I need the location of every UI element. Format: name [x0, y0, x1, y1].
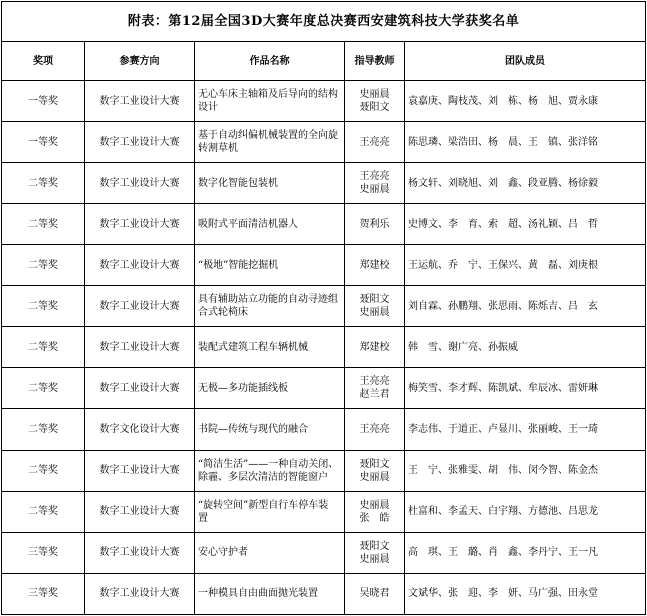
direction-cell: 数字工业设计大赛 — [85, 245, 195, 286]
table-row — [2, 327, 646, 368]
table-row — [2, 80, 646, 121]
teacher-name: 张 皓 — [359, 512, 390, 524]
team-cell: 刘自霖、孙鹏翔、张思雨、陈烁吉、吕 玄 — [405, 286, 646, 327]
teacher-cell — [345, 409, 405, 450]
direction-cell: 数字工业设计大赛 — [85, 286, 195, 327]
award-cell: 二等奖 — [2, 286, 85, 327]
teacher-cell — [345, 80, 405, 121]
direction-cell: 数字工业设计大赛 — [85, 122, 195, 163]
teacher-name: 史丽晨 — [359, 307, 390, 319]
teacher-cell — [345, 122, 405, 163]
work-name-line: 设计 — [198, 102, 218, 114]
work-cell — [195, 532, 345, 573]
teacher-name: 史丽晨 — [359, 553, 390, 565]
team-cell: 杨文轩、刘晓旭、刘 鑫、段亚腾、杨徐毅 — [405, 163, 646, 204]
teacher-name: 史丽晨 — [359, 471, 390, 483]
header-team: 团队成员 — [405, 42, 646, 81]
teacher-cell — [345, 491, 405, 532]
work-name-line: 具有辅助站立功能的自动寻迹组 — [198, 294, 338, 306]
table-title: 附表：第12届全国3D大赛年度总决赛西安建筑科技大学获奖名单 — [2, 2, 646, 42]
award-cell: 一等奖 — [2, 122, 85, 163]
work-name-line: 转割草机 — [198, 143, 238, 155]
teacher-cell — [345, 163, 405, 204]
work-name-line: 装配式建筑工程车辆机械 — [198, 341, 308, 353]
work-name-line: 置 — [198, 512, 208, 524]
work-cell — [195, 573, 345, 614]
teacher-name: 史丽晨 — [359, 499, 390, 511]
table-row — [2, 450, 646, 491]
award-cell: 二等奖 — [2, 204, 85, 245]
direction-cell: 数字工业设计大赛 — [85, 163, 195, 204]
work-cell — [195, 409, 345, 450]
header-award: 奖项 — [2, 42, 85, 81]
table-row — [2, 368, 646, 409]
direction-cell: 数字工业设计大赛 — [85, 491, 195, 532]
direction-cell: 数字工业设计大赛 — [85, 450, 195, 491]
award-cell: 二等奖 — [2, 245, 85, 286]
work-name-line: 数字化智能包装机 — [198, 177, 278, 189]
work-cell — [195, 204, 345, 245]
work-name-line: 无极—多功能插线板 — [198, 382, 288, 394]
direction-cell: 数字工业设计大赛 — [85, 204, 195, 245]
table-row — [2, 491, 646, 532]
award-cell: 三等奖 — [2, 573, 85, 614]
direction-cell: 数字文化设计大赛 — [85, 409, 195, 450]
teacher-name: 王亮亮 — [359, 171, 390, 183]
work-name-line: 安心守护者 — [198, 547, 248, 559]
work-cell — [195, 122, 345, 163]
teacher-name: 王亮亮 — [359, 424, 390, 436]
team-cell: 文斌华、张 迎、李 妍、马广强、田永堂 — [405, 573, 646, 614]
direction-cell: 数字工业设计大赛 — [85, 573, 195, 614]
header-work: 作品名称 — [195, 42, 345, 81]
teacher-cell — [345, 450, 405, 491]
team-cell: 史博文、李 育、索 超、汤礼颖、吕 哲 — [405, 204, 646, 245]
team-cell: 王 宁、张雅雯、胡 伟、闵今智、陈金杰 — [405, 450, 646, 491]
direction-cell: 数字工业设计大赛 — [85, 532, 195, 573]
work-name-line: 基于自动纠偏机械装置的全向旋 — [198, 130, 338, 142]
table-row — [2, 409, 646, 450]
work-cell — [195, 163, 345, 204]
work-name-line: 书院—传统与现代的融合 — [198, 424, 308, 436]
award-cell: 二等奖 — [2, 491, 85, 532]
header-direction: 参赛方向 — [85, 42, 195, 81]
teacher-cell — [345, 204, 405, 245]
team-cell: 韩 雪、谢广亮、孙振威 — [405, 327, 646, 368]
teacher-name: 赵兰君 — [359, 389, 390, 401]
work-cell — [195, 450, 345, 491]
team-cell: 梅笑雪、李才辉、陈凯斌、牟辰冰、雷妍琳 — [405, 368, 646, 409]
table-row — [2, 286, 646, 327]
teacher-name: 王亮亮 — [359, 376, 390, 388]
direction-cell: 数字工业设计大赛 — [85, 327, 195, 368]
table-row — [2, 573, 646, 614]
team-cell: 陈思璘、梁浩田、杨 晨、王 镇、张洋铭 — [405, 122, 646, 163]
team-cell: 袁嘉庚、陶枝茂、刘 栋、杨 旭、贾永康 — [405, 80, 646, 121]
table-row — [2, 204, 646, 245]
work-cell — [195, 368, 345, 409]
work-name-line: 除霾、多层次清洁的智能窗户 — [198, 471, 328, 483]
teacher-name: 郑建校 — [359, 259, 390, 271]
work-name-line: 无心车床主轴箱及后导向的结构 — [198, 89, 338, 101]
title-row — [2, 2, 646, 42]
team-cell: 高 琪、王 璐、肖 鑫、李丹宁、王一凡 — [405, 532, 646, 573]
work-cell — [195, 327, 345, 368]
teacher-name: 王亮亮 — [359, 136, 390, 148]
work-cell — [195, 80, 345, 121]
award-table — [1, 1, 646, 615]
teacher-name: 史丽晨 — [359, 184, 390, 196]
work-name-line: “旋转空间”新型自行车停车装 — [198, 499, 329, 511]
teacher-cell — [345, 573, 405, 614]
table-row — [2, 532, 646, 573]
direction-cell: 数字工业设计大赛 — [85, 368, 195, 409]
teacher-name: 聂阳文 — [359, 540, 390, 552]
work-name-line: “极地”智能挖掘机 — [198, 259, 279, 271]
table-row — [2, 245, 646, 286]
award-cell: 三等奖 — [2, 532, 85, 573]
award-cell: 二等奖 — [2, 327, 85, 368]
teacher-name: 贺利乐 — [359, 218, 390, 230]
award-cell: 二等奖 — [2, 409, 85, 450]
work-cell — [195, 245, 345, 286]
team-cell: 杜富和、李孟天、白宇翔、方德池、吕思龙 — [405, 491, 646, 532]
teacher-name: 聂阳文 — [359, 458, 390, 470]
teacher-cell — [345, 368, 405, 409]
award-cell: 一等奖 — [2, 80, 85, 121]
teacher-name: 史丽晨 — [359, 89, 390, 101]
teacher-name: 郑建校 — [359, 341, 390, 353]
award-cell: 二等奖 — [2, 163, 85, 204]
teacher-cell — [345, 245, 405, 286]
award-cell: 二等奖 — [2, 368, 85, 409]
work-name-line: 合式轮椅床 — [198, 307, 248, 319]
work-name-line: 一种模具自由曲面抛光装置 — [198, 588, 318, 600]
teacher-cell — [345, 327, 405, 368]
teacher-cell — [345, 286, 405, 327]
teacher-name: 聂阳文 — [359, 102, 390, 114]
work-cell — [195, 491, 345, 532]
table-row — [2, 122, 646, 163]
team-cell: 李志伟、于道正、卢显川、张丽峻、王一琦 — [405, 409, 646, 450]
work-name-line: 吸附式平面清洁机器人 — [198, 218, 298, 230]
team-cell: 王运航、乔 宁、王保兴、黄 磊、刘庚根 — [405, 245, 646, 286]
direction-cell: 数字工业设计大赛 — [85, 80, 195, 121]
work-cell — [195, 286, 345, 327]
teacher-cell — [345, 532, 405, 573]
teacher-name: 聂阳文 — [359, 294, 390, 306]
table-row — [2, 163, 646, 204]
header-teacher: 指导教师 — [345, 42, 405, 81]
teacher-name: 吴晓君 — [359, 588, 390, 600]
award-cell: 二等奖 — [2, 450, 85, 491]
header-row — [2, 42, 646, 81]
work-name-line: “简洁生活”——一种自动关闭、 — [198, 458, 339, 470]
